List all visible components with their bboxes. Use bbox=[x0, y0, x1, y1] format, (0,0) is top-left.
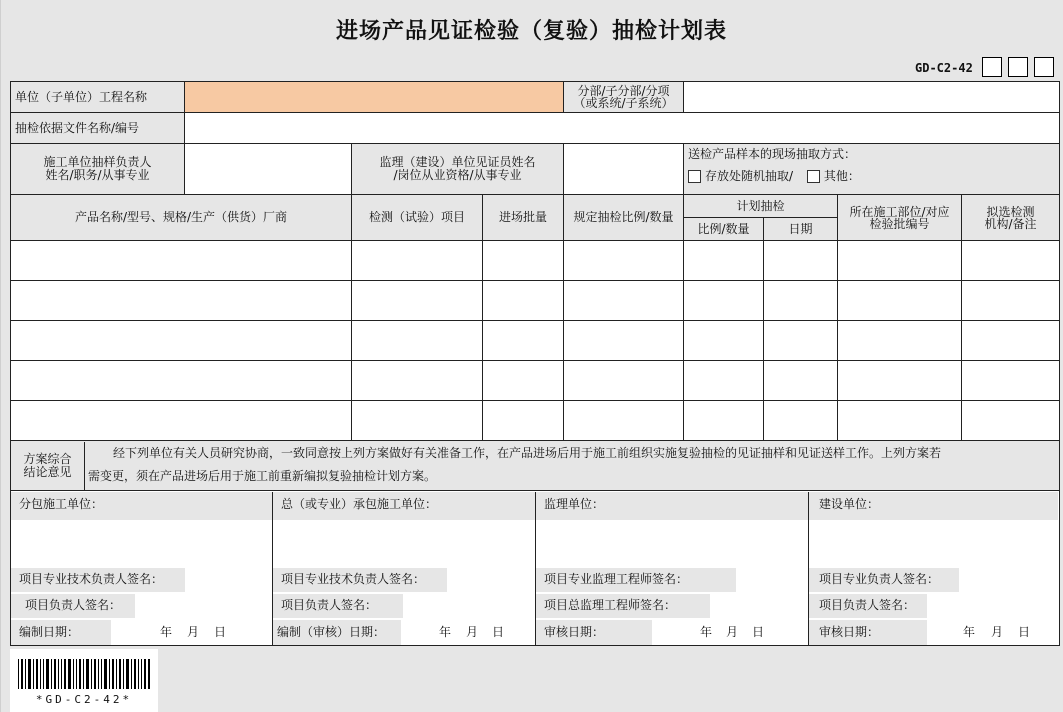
date-month: 月 bbox=[991, 624, 1004, 639]
page-title: 进场产品见证检验（复验）抽检计划表 bbox=[335, 19, 727, 44]
sub-project-field[interactable] bbox=[684, 82, 1060, 113]
cell-product[interactable] bbox=[11, 241, 352, 281]
cell-product[interactable] bbox=[11, 401, 352, 441]
chief-engineer-signature-label: 项目总监理工程师签名： bbox=[536, 594, 710, 618]
col-header-batch: 进场批量 bbox=[483, 195, 564, 241]
unit-project-label: 单位（子单位）工程名称 bbox=[11, 82, 185, 113]
col-header-plan-ratio: 比例/数量 bbox=[684, 218, 764, 241]
date-day: 日 bbox=[492, 624, 505, 639]
cell-agency[interactable] bbox=[962, 321, 1060, 361]
cell-test-item[interactable] bbox=[352, 321, 483, 361]
contractor-sampler-field[interactable] bbox=[185, 144, 352, 195]
project-lead-signature-label: 项目负责人签名： bbox=[11, 594, 135, 618]
cell-plan-ratio[interactable] bbox=[684, 241, 764, 281]
supervisor-witness-label bbox=[352, 144, 564, 195]
conclusion-label bbox=[11, 442, 85, 490]
cell-ratio[interactable] bbox=[564, 401, 684, 441]
other-method-checkbox[interactable] bbox=[807, 170, 820, 183]
conclusion-cell bbox=[11, 441, 1060, 491]
other-method-label: 其他： bbox=[823, 169, 860, 183]
date-day: 日 bbox=[214, 624, 227, 639]
col-header-location bbox=[838, 195, 962, 241]
sub-project-label bbox=[564, 82, 684, 113]
date-day: 日 bbox=[752, 624, 765, 639]
date-year: 年 bbox=[160, 624, 173, 639]
cell-test-item[interactable] bbox=[352, 241, 483, 281]
col-header-plan: 计划抽检 bbox=[684, 195, 838, 218]
cell-ratio[interactable] bbox=[564, 321, 684, 361]
code-box-1[interactable] bbox=[982, 57, 1002, 77]
cell-product[interactable] bbox=[11, 361, 352, 401]
col-header-location-line1: 所在施工部位/对应 bbox=[849, 204, 950, 219]
cell-agency[interactable] bbox=[962, 281, 1060, 321]
random-sampling-label: 存放处随机抽取/ bbox=[705, 169, 794, 183]
cell-plan-date[interactable] bbox=[764, 281, 838, 321]
cell-batch[interactable] bbox=[483, 321, 564, 361]
cell-plan-ratio[interactable] bbox=[684, 401, 764, 441]
conclusion-label-line2: 结论意见 bbox=[23, 464, 72, 479]
contractor-sampler-label-line1: 施工单位抽样负责人 bbox=[43, 155, 152, 169]
cell-agency[interactable] bbox=[962, 241, 1060, 281]
cell-plan-date[interactable] bbox=[764, 241, 838, 281]
date-label: 审核日期： bbox=[536, 620, 652, 645]
cell-plan-ratio[interactable] bbox=[684, 281, 764, 321]
date-label: 编制（审核）日期： bbox=[273, 620, 401, 645]
org-label: 监理单位： bbox=[536, 492, 808, 520]
cell-plan-date[interactable] bbox=[764, 401, 838, 441]
col-header-agency bbox=[962, 195, 1060, 241]
unit-project-field[interactable] bbox=[185, 82, 564, 113]
col-header-ratio: 规定抽检比例/数量 bbox=[564, 195, 684, 241]
signature-area bbox=[11, 491, 1060, 646]
supervisor-witness-label-line2: /岗位从业资格/从事专业 bbox=[393, 168, 522, 182]
engineer-signature-label: 项目专业监理工程师签名： bbox=[536, 568, 736, 592]
cell-batch[interactable] bbox=[483, 281, 564, 321]
cell-location[interactable] bbox=[838, 241, 962, 281]
date-label: 编制日期： bbox=[11, 620, 111, 645]
col-header-agency-line1: 拟选检测 bbox=[986, 204, 1035, 219]
date-month: 月 bbox=[726, 624, 739, 639]
date-month: 月 bbox=[187, 624, 200, 639]
tech-lead-signature-label: 项目专业技术负责人签名： bbox=[273, 568, 447, 592]
sampling-method-label: 送检产品样本的现场抽取方式： bbox=[688, 147, 857, 161]
cell-test-item[interactable] bbox=[352, 281, 483, 321]
cell-location[interactable] bbox=[838, 361, 962, 401]
conclusion-label-line1: 方案综合 bbox=[23, 451, 72, 466]
plan-form-table bbox=[10, 81, 1060, 646]
cell-plan-date[interactable] bbox=[764, 361, 838, 401]
org-label: 总（或专业）承包施工单位： bbox=[273, 492, 535, 520]
cell-plan-ratio[interactable] bbox=[684, 361, 764, 401]
cell-batch[interactable] bbox=[483, 401, 564, 441]
basis-doc-field[interactable] bbox=[185, 113, 1060, 144]
signature-block-supervisor bbox=[536, 492, 809, 645]
signature-block-general-contractor bbox=[273, 492, 536, 645]
project-lead-signature-label: 项目负责人签名： bbox=[809, 594, 927, 618]
cell-agency[interactable] bbox=[962, 361, 1060, 401]
cell-ratio[interactable] bbox=[564, 281, 684, 321]
supervisor-witness-field[interactable] bbox=[564, 144, 684, 195]
barcode bbox=[10, 649, 158, 712]
date-day: 日 bbox=[1018, 624, 1031, 639]
form-code: GD-C2-42 bbox=[915, 61, 973, 75]
col-header-plan-date: 日期 bbox=[764, 218, 838, 241]
col-header-location-line2: 检验批编号 bbox=[869, 216, 930, 231]
cell-batch[interactable] bbox=[483, 241, 564, 281]
signature-block-owner bbox=[809, 492, 1060, 645]
cell-batch[interactable] bbox=[483, 361, 564, 401]
barcode-icon bbox=[18, 659, 150, 689]
supervisor-witness-label-line1: 监理（建设）单位见证员姓名 bbox=[379, 155, 536, 169]
contractor-sampler-label-line2: 姓名/职务/从事专业 bbox=[45, 168, 150, 182]
cell-location[interactable] bbox=[838, 281, 962, 321]
cell-test-item[interactable] bbox=[352, 401, 483, 441]
cell-product[interactable] bbox=[11, 281, 352, 321]
contractor-sampler-label bbox=[11, 144, 185, 195]
date-year: 年 bbox=[963, 624, 976, 639]
col-header-agency-line2: 机构/备注 bbox=[984, 216, 1037, 231]
cell-location[interactable] bbox=[838, 401, 962, 441]
date-label: 审核日期： bbox=[809, 620, 927, 645]
cell-plan-date[interactable] bbox=[764, 321, 838, 361]
date-month: 月 bbox=[466, 624, 479, 639]
barcode-text: *GD-C2-42* bbox=[35, 693, 133, 706]
date-year: 年 bbox=[700, 624, 713, 639]
random-sampling-checkbox[interactable] bbox=[688, 170, 701, 183]
sub-project-label-line2: （或系统/子系统） bbox=[573, 96, 674, 110]
col-header-product: 产品名称/型号、规格/生产（供货）厂商 bbox=[11, 195, 352, 241]
cell-agency[interactable] bbox=[962, 401, 1060, 441]
signature-block-subcontractor bbox=[11, 492, 273, 645]
code-box-2[interactable] bbox=[1008, 57, 1028, 77]
date-year: 年 bbox=[439, 624, 452, 639]
conclusion-text-line2: 需变更，须在产品进场后用于施工前重新编拟复验抽检计划方案。 bbox=[88, 468, 437, 483]
cell-location[interactable] bbox=[838, 321, 962, 361]
col-header-test-item: 检测（试验）项目 bbox=[352, 195, 483, 241]
cell-product[interactable] bbox=[11, 321, 352, 361]
cell-ratio[interactable] bbox=[564, 361, 684, 401]
conclusion-text-line1: 经下列单位有关人员研究协商，一致同意按上列方案做好有关准备工作，在产品进场后用于施工前组织实施复验抽检的见证抽样和见证送样工作。上列方案若 bbox=[113, 445, 942, 460]
project-lead-signature-label: 项目负责人签名： bbox=[273, 594, 403, 618]
basis-doc-label: 抽检依据文件名称/编号 bbox=[11, 113, 185, 144]
cell-plan-ratio[interactable] bbox=[684, 321, 764, 361]
sub-project-label-line1: 分部/子分部/分项 bbox=[577, 84, 670, 98]
project-tech-lead-signature-label: 项目专业负责人签名： bbox=[809, 568, 959, 592]
tech-lead-signature-label: 项目专业技术负责人签名： bbox=[11, 568, 185, 592]
org-label: 分包施工单位： bbox=[11, 492, 272, 520]
sampling-method-cell bbox=[684, 144, 1060, 195]
cell-test-item[interactable] bbox=[352, 361, 483, 401]
sheet-left-edge bbox=[0, 0, 1, 712]
code-box-3[interactable] bbox=[1034, 57, 1054, 77]
cell-ratio[interactable] bbox=[564, 241, 684, 281]
org-label: 建设单位： bbox=[809, 492, 1058, 520]
